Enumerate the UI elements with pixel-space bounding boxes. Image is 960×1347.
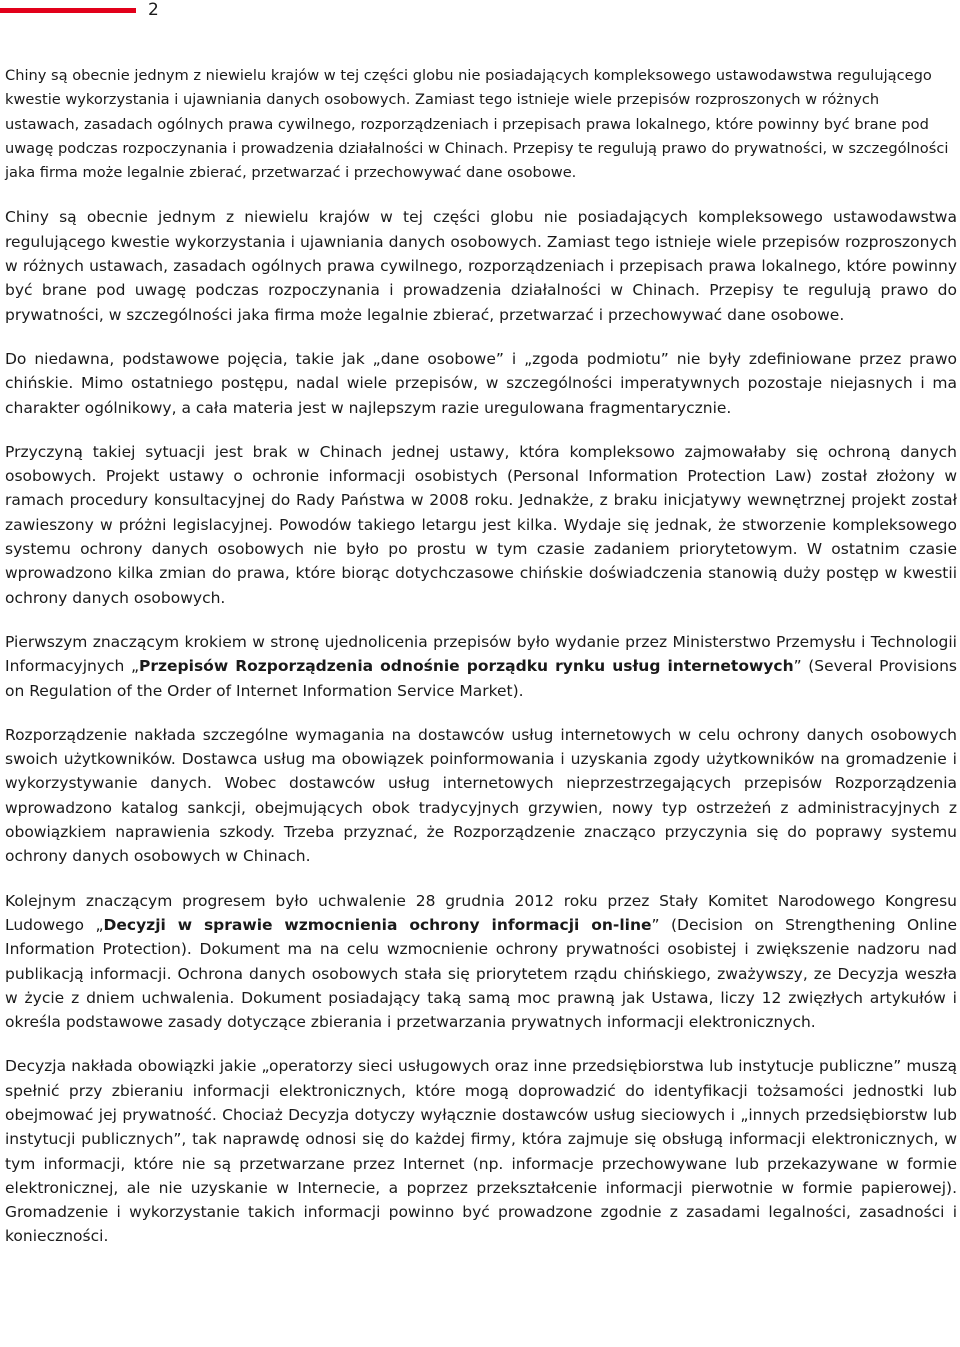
document-body <box>5 64 957 1269</box>
paragraph-intro: Chiny są obecnie jednym z niewielu krajów w tej części globu nie posiadających kompleksowego ustawodawstwa regulującego kwestie wykorzystania i ujawniania danych osobowych. Zamiast tego istnieje wiele przepisów rozproszonych w różnych ustawach, zasadach ogólnych prawa cywilnego, rozporządzeniach i przepisach prawa lokalnego, które powinny być brane pod uwagę podczas rozpoczynania i prowadzenia działalności w Chinach. Przepisy te regulują prawo do prywatności, w szczególności jaka firma może legalnie zbierać, przetwarzać i przechowywać dane osobowe. <box>5 67 949 182</box>
paragraph-decision-2012 <box>5 889 957 1035</box>
paragraph-intro-repeat: Chiny są obecnie jednym z niewielu krajów w tej części globu nie posiadających kompleksowego ustawodawstwa regulującego kwestie wykorzystania i ujawniania danych osobowych. Zamiast tego istnieje wiele przepisów rozproszonych w różnych ustawach, zasadach ogólnych prawa cywilnego, rozporządzeniach i przepisach prawa lokalnego, które powinny być brane pod uwagę podczas rozpoczynania i prowadzenia działalności w Chinach. Przepisy te regulują prawo do prywatności, w szczególności jaka firma może legalnie zbierać, przetwarzać i przechowywać dane osobowe. <box>5 208 957 324</box>
decision-title: Decyzji w sprawie wzmocnienia ochrony informacji on-line <box>103 915 652 934</box>
page-number: 2 <box>148 0 159 20</box>
paragraph-text: Kolejnym znaczącym progresem było uchwalenie 28 grudnia 2012 roku przez Stały Komitet Narodowego Kongresu Ludowego „ <box>5 891 957 934</box>
paragraph-decision-obligations: Decyzja nakłada obowiązki jakie „operatorzy sieci usługowych oraz inne przedsiębiorstwa lub instytucje publiczne” muszą spełnić przy zbieraniu informacji elektronicznych, które mogą doprowadzić do identyfikacji tożsamości jednostki lub obejmować jej prywatność. Chociaż Decyzja dotyczy wyłącznie dostawców usług sieciowych i „innych przedsiębiorstw lub instytucji publicznych”, tak naprawdę odnosi się do każdej firmy, która zajmuje się obsługą informacji elektronicznych, w tym informacji, które nie są przetwarzane przez Internet (np. informacje przechowywane lub przekazywane w formie elektronicznej, ale nie uzyskanie w Internecie, a poprzez przekształcenie informacji pierwotnie w formie papierowej). Gromadzenie i wykorzystanie takich informacji powinno być prowadzone zgodnie z zasadami legalności, zasadności i konieczności. <box>5 1057 957 1246</box>
regulation-title: Przepisów Rozporządzenia odnośnie porządku rynku usług internetowych <box>139 657 794 676</box>
paragraph-text: Pierwszym znaczącym krokiem w stronę ujednolicenia przepisów było wydanie przez Ministerstwo Przemysłu i Technologii Informacyjnych „ <box>5 632 957 676</box>
paragraph-text: ” (Decision on Strengthening Online Information Protection). Dokument ma na celu wzmocnienie ochrony prywatności osobistej i zwiększenie nadzoru nad publikacją informacji. Ochrona danych osobowych stała się priorytetem rządu chińskiego, zważywszy, ze Decyzja weszła w życie z dniem uchwalenia. Dokument posiadający taką samą moc prawną jak Ustawa, liczy 12 zwięzłych artykułów i określa podstawowe zasady dotyczące zbierania i przetwarzania prywatnych informacji elektronicznych. <box>5 915 957 1032</box>
paragraph-regulation-requirements: Rozporządzenie nakłada szczególne wymagania na dostawców usług internetowych w celu ochrony danych osobowych swoich użytkowników. Dostawca usług ma obowiązek poinformowania i uzyskania zgody użytkowników na gromadzenie i wykorzystywanie danych. Wobec dostawców usług internetowych nieprzestrzegających przepisów Rozporządzenia wprowadzono katalog sankcji, obejmujących obok tradycyjnych grzywien, nowy typ ostrzeżeń z administracyjnych z obowiązkiem naprawienia szkody. Trzeba przyznać, że Rozporządzenie znacząco przyczynia się do poprawy systemu ochrony danych osobowych w Chinach. <box>5 725 957 866</box>
paragraph-ministry-provisions <box>5 630 957 703</box>
paragraph-definitions: Do niedawna, podstawowe pojęcia, takie jak „dane osobowe” i „zgoda podmiotu” nie były zdefiniowane przez prawo chińskie. Mimo ostatniego postępu, nadal wiele przepisów, w szczególności imperatywnych pozostaje niejasnych i ma charakter ogólnikowy, a cała materia jest w najlepszym razie uregulowana fragmentarycznie. <box>5 349 957 417</box>
header-accent-bar <box>0 8 136 13</box>
paragraph-text: ” (Several Provisions on Regulation of the Order of Internet Information Service Market). <box>5 657 957 700</box>
paragraph-no-single-law: Przyczyną takiej sytuacji jest brak w Chinach jednej ustawy, która kompleksowo zajmowałaby się ochroną danych osobowych. Projekt ustawy o ochronie informacji osobistych (Personal Information Protection Law) został złożony w ramach procedury konsultacyjnej do Rady Państwa w 2008 roku. Jednakże, z braku inicjatywy wewnętrznej projekt został zawieszony w próżni legislacyjnej. Powodów takiego letargu jest kilka. Wydaje się jednak, że stworzenie kompleksowego systemu ochrony danych osobowych nie było po prostu w tym czasie zadaniem priorytetowym. W ostatnim czasie wprowadzono kilka zmian do prawa, które biorąc dotychczasowe chińskie doświadczenia stanowią duży postęp w kwestii ochrony danych osobowych. <box>5 442 957 607</box>
